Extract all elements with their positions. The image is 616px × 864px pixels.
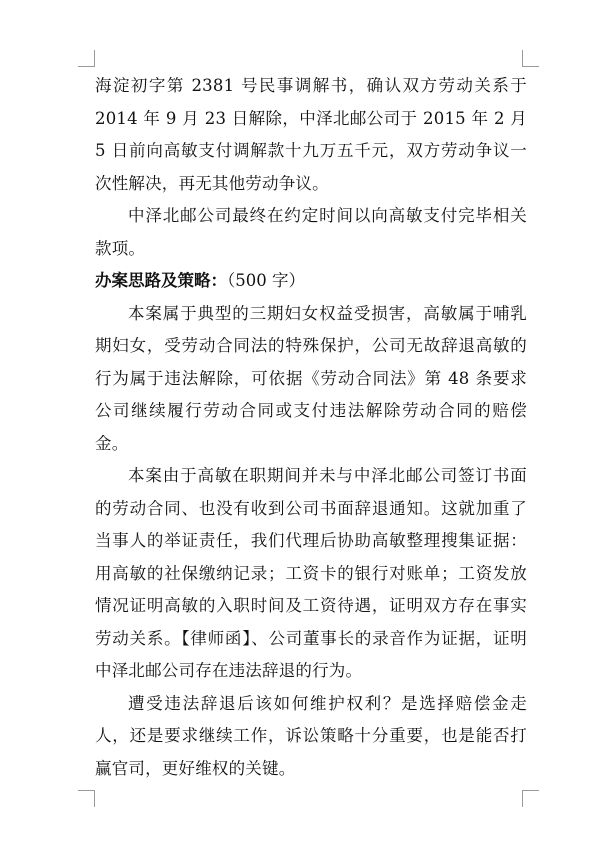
paragraph-strategy-case-type: 本案属于典型的三期妇女权益受损害，高敏属于哺乳期妇女，受劳动合同法的特殊保护，公司无故辞退高敏的行为属于违法解除，可依据《劳动合同法》第 48 条要求公司继续履行劳动合同或支付违法解除劳动合同的赔偿金。 — [95, 303, 527, 453]
margin-corner-top-right — [522, 50, 539, 67]
section-heading — [95, 265, 527, 298]
section-heading-title: 办案思路及策略： — [95, 271, 227, 290]
paragraph-mediation-result: 海淀初字第 2381 号民事调解书，确认双方劳动关系于 2014 年 9 月 23 日解除，中泽北邮公司于 2015 年 2 月 5 日前向高敏支付调解款十九万五千元，双方劳动争议一次性解决，再无其他劳动争议。 — [95, 76, 527, 193]
section-heading-word-count: （500 字） — [227, 271, 305, 290]
paragraph-payment-completed: 中泽北邮公司最终在约定时间以向高敏支付完毕相关款项。 — [95, 206, 527, 258]
margin-corner-top-left — [78, 50, 95, 67]
paragraph-strategy-key-point: 遭受违法辞退后该如何维护权利？是选择赔偿金走人，还是要求继续工作，诉讼策略十分重要，也是能否打赢官司，更好维权的关键。 — [95, 693, 527, 778]
margin-corner-bottom-right — [522, 790, 539, 807]
document-body[interactable] — [95, 70, 527, 785]
paragraph-strategy-evidence: 本案由于高敏在职期间并未与中泽北邮公司签订书面的劳动合同、也没有收到公司书面辞退通知。这就加重了当事人的举证责任，我们代理后协助高敏整理搜集证据：用高敏的社保缴纳记录；工资卡的银行对账单；工资发放情况证明高敏的入职时间及工资待遇，证明双方存在事实劳动关系。【律师函】、公司董事长的录音作为证据，证明中泽北邮公司存在违法辞退的行为。 — [95, 466, 527, 680]
margin-corner-bottom-left — [78, 790, 95, 807]
